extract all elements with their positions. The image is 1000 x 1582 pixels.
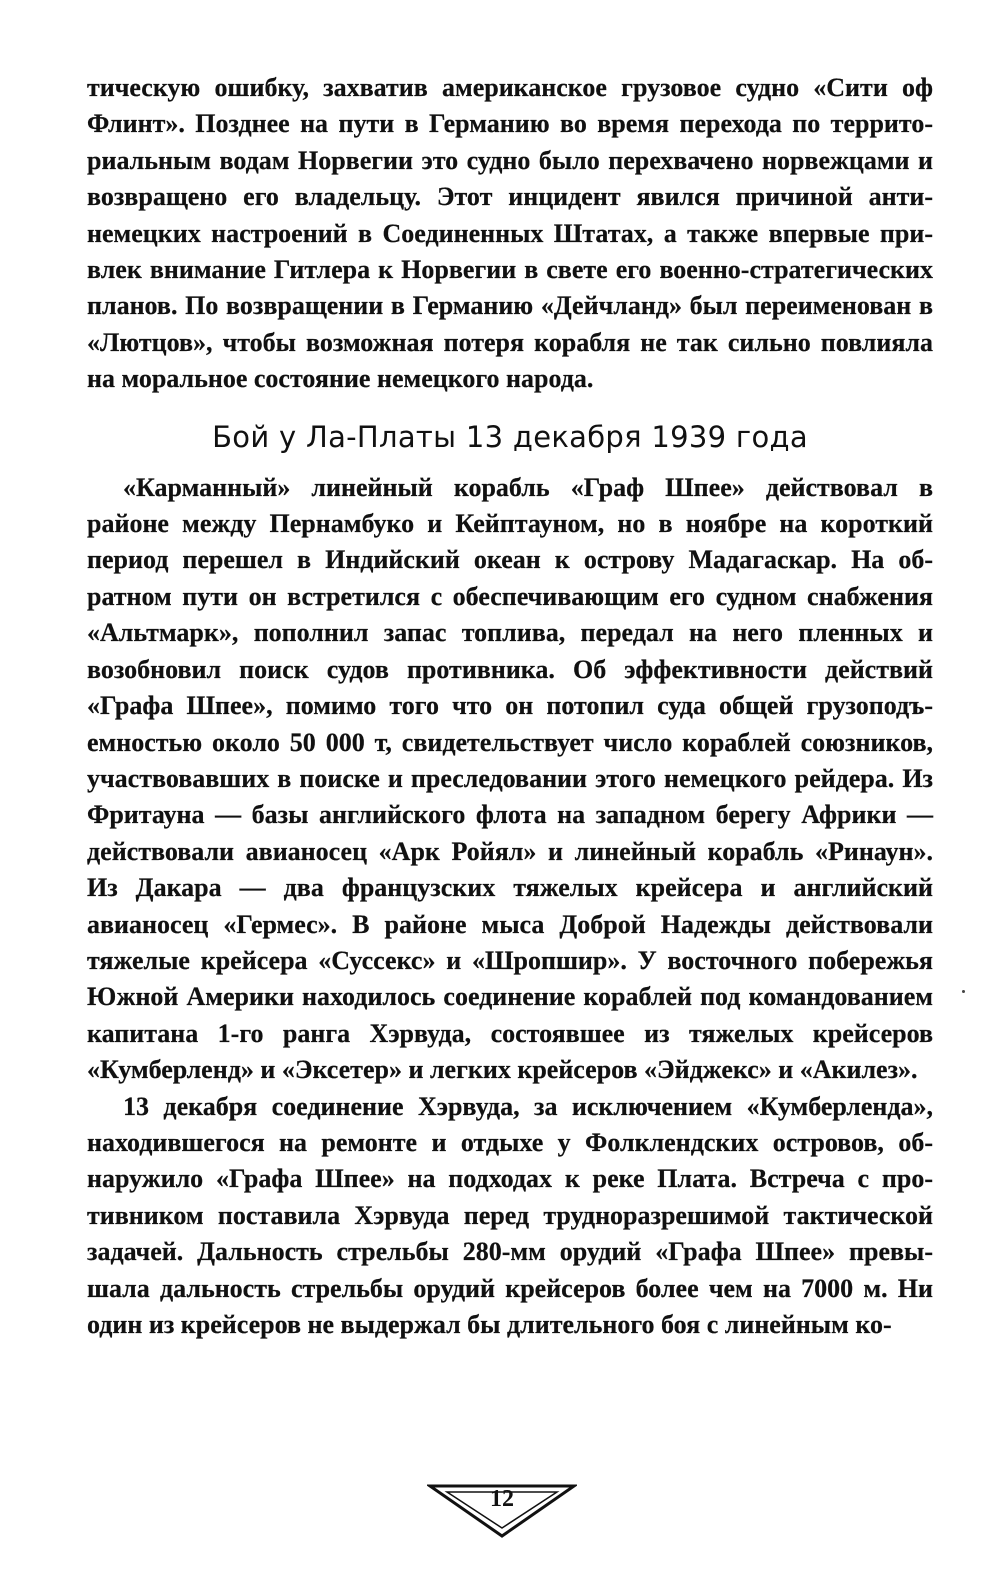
scan-speck — [962, 990, 965, 993]
body-text — [87, 70, 933, 398]
paragraph: «Карманный» линейный корабль «Граф Шпее» действовал в районе между Пернамбуко и Кейптауном, но в ноябре на короткий период перешел в Индийский океан к острову Мадагаскар. На обратном пути он встретился с обеспечивающим его судном снабжения «Альтмарк», пополнил запас топлива, передал на него пленных и возобновил поиск судов противника. Об эффективности действий «Графа Шпее», помимо того что он потопил суда общей грузоподъемностью около 50 000 т, свидетельствует число кораблей союзников, участвовавших в поиске и преследовании этого немецкого рейдера. Из Фритауна — базы английского флота на западном берегу Африки — действовали авианосец «Арк Ройял» и линейный корабль «Ринаун». Из Дакара — два французских тяжелых крейсера и английский авианосец «Гермес». В районе мыса Доброй Надежды действовали тяжелые крейсера «Суссекс» и «Шропшир». У восточного побережья Южной Америки находилось соединение кораблей под командованием капитана 1-го ранга Хэрвуда, состоявшее из тяжелых крейсеров «Кумберленд» и «Эксетер» и легких крейсеров «Эйджекс» и «Акилез». — [87, 472, 933, 1085]
page-footer — [427, 1484, 577, 1540]
page-number: 12 — [490, 1486, 514, 1512]
section-body — [87, 470, 933, 1344]
paragraph-continued: тическую ошибку, захватив американское грузовое судно «Сити оф Флинт». Позднее на пути в Германию во время перехода по территориальным водам Норвегии это судно было перехвачено норвежцами и возвращено его владельцу. Этот инцидент явился причиной антинемецких настроений в Соединенных Штатах, а также впервые привлек внимание Гитлера к Норвегии в свете его военно-стратегических планов. По возвращении в Германию «Дейчланд» был переименован в «Лютцов», чтобы возможная потеря корабля не так сильно повлияла на моральное состояние немецкого народа. — [87, 73, 933, 394]
paragraph: 13 декабря соединение Хэрвуда, за исключением «Кумберленда», находившегося на ремонте и отдыхе у Фолклендских островов, обнаружило «Графа Шпее» на подходах к реке Плата. Встреча с противником поставила Хэрвуда перед трудноразрешимой тактической задачей. Дальность стрельбы 280-мм орудий «Графа Шпее» превышала дальность стрельбы орудий крейсеров более чем на 7000 м. Ни один из крейсеров не выдержал бы длительного боя с линейным ко- — [87, 1091, 933, 1339]
section-heading: Бой у Ла-Платы 13 декабря 1939 года — [212, 419, 808, 454]
book-page — [87, 70, 933, 1343]
